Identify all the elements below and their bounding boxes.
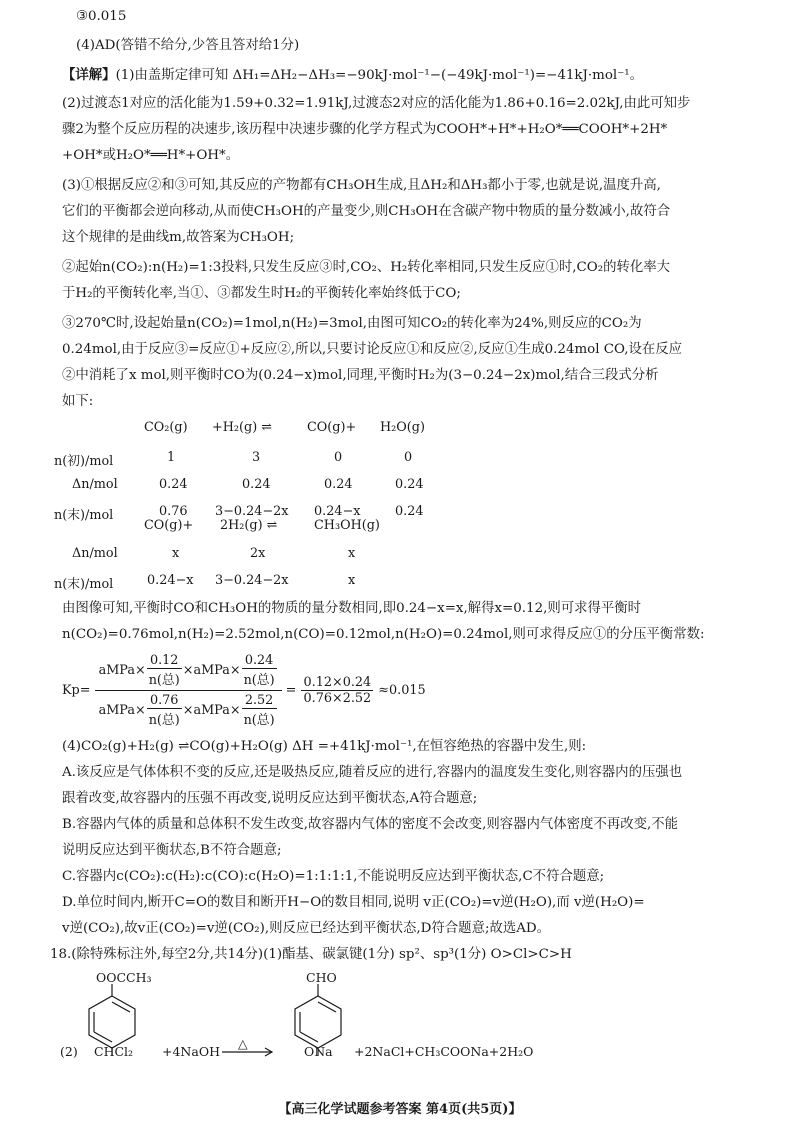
table-cell: 3 <box>252 450 261 465</box>
table-header-cell: CH₃OH(g) <box>314 518 380 533</box>
kp-sub-fraction <box>147 693 182 728</box>
table-cell: 0.24−x <box>147 573 194 588</box>
detail-line: 这个规律的是曲线m,故答案为CH₃OH; <box>62 230 295 245</box>
kp-denominator <box>95 691 282 730</box>
detail-line: 由图像可知,平衡时CO和CH₃OH的物质的量分数相同,即0.24−x=x,解得x=0.12,则可求得平衡时 <box>62 601 642 616</box>
detail-line: 说明反应达到平衡状态,B不符合题意; <box>62 843 282 858</box>
table-row-label: Δn/mol <box>72 546 118 561</box>
table-cell: 0.24 <box>324 477 353 492</box>
answer-line: ③0.015 <box>76 9 127 24</box>
kp-sub-num: 0.24 <box>242 653 277 669</box>
detail-line: ②起始n(CO₂):n(H₂)=1:3投料,只发生反应③时,CO₂、H₂转化率相同,只发生反应①时,CO₂的转化率大 <box>62 260 671 275</box>
table-header-cell: +H₂(g) ⇌ <box>212 420 272 435</box>
kp-sub-num: 2.52 <box>242 693 277 709</box>
kp-sub-num: 0.12 <box>147 653 182 669</box>
table-cell: x <box>172 546 180 561</box>
detail-line: C.容器内c(CO₂):c(H₂):c(CO):c(H₂O)=1:1:1:1,不能说明反应达到平衡状态,C不符合题意; <box>62 869 605 884</box>
kp-sub-den: n(总) <box>148 673 180 688</box>
kp-sub-num: 0.76 <box>147 693 182 709</box>
detail-tag: 【详解】 <box>62 67 116 83</box>
detail-line: (2)过渡态1对应的活化能为1.59+0.32=1.91kJ,过渡态2对应的活化能为1.86+0.16=2.02kJ,由此可知步 <box>62 96 691 111</box>
detail-line: ③270℃时,设起始量n(CO₂)=1mol,n(H₂)=3mol,由图可知CO₂的转化率为24%,则反应的CO₂为 <box>62 316 642 331</box>
table-cell: 0.24−x <box>314 504 361 519</box>
product-bottom-group: ONa <box>304 1044 333 1059</box>
table-row-label: n(初)/mol <box>54 454 114 469</box>
table-cell: 3−0.24−2x <box>215 504 289 519</box>
product-top-group: CHO <box>306 970 337 985</box>
detail-line: (4)CO₂(g)+H₂(g) ⇌CO(g)+H₂O(g) ΔH =+41kJ·mol⁻¹,在恒容绝热的容器中发生,则: <box>62 739 587 754</box>
table-cell: 2x <box>250 546 266 561</box>
table-cell: 0.24 <box>159 477 188 492</box>
kp-text: aMPa× <box>98 703 146 718</box>
table-cell: 0 <box>334 450 343 465</box>
kp-big-fraction <box>95 651 282 730</box>
detail-line: 骤2为整个反应历程的决速步,该历程中决速步骤的化学方程式为COOH*+H*+H₂O*══COOH*+2H* <box>62 122 668 137</box>
detail-line: B.容器内气体的质量和总体积不发生改变,故容器内气体的密度不会改变,则容器内气体密度不再改变,不能 <box>62 817 679 832</box>
kp-sub-den: n(总) <box>148 713 180 728</box>
detail-line: n(CO₂)=0.76mol,n(H₂)=2.52mol,n(CO)=0.12mol,n(H₂O)=0.24mol,则可求得反应①的分压平衡常数: <box>62 627 705 642</box>
table-row-label: n(末)/mol <box>54 577 114 592</box>
kp-equals: = <box>285 683 297 698</box>
subquestion-label: (2) <box>60 1044 78 1059</box>
detail-line: ②中消耗了x mol,则平衡时CO为(0.24−x)mol,同理,平衡时H₂为(3−0.24−2x)mol,结合三段式分析 <box>62 368 659 383</box>
heat-condition: △ <box>238 1036 248 1051</box>
detail-line: +OH*或H₂O*══H*+OH*。 <box>62 148 240 163</box>
kp-lhs: Kp= <box>62 683 91 698</box>
kp-sub-fraction <box>147 653 182 688</box>
kp-sub-fraction <box>242 693 277 728</box>
table-cell: 3−0.24−2x <box>215 573 289 588</box>
answer-line: (4)AD(答错不给分,少答且答对给1分) <box>76 38 300 53</box>
table-header-cell: H₂O(g) <box>380 420 425 435</box>
table-row-label: n(末)/mol <box>54 508 114 523</box>
table-header-cell: 2H₂(g) ⇌ <box>220 518 278 533</box>
table-header-cell: CO(g)+ <box>144 518 194 533</box>
table-cell: 0 <box>404 450 413 465</box>
products-tail: +2NaCl+CH₃COONa+2H₂O <box>354 1044 534 1059</box>
table-cell: 0.24 <box>395 504 424 519</box>
detail-line: A.该反应是气体体积不变的反应,还是吸热反应,随着反应的进行,容器内的温度发生变化,则容器内的压强也 <box>62 765 683 780</box>
detail-line: 它们的平衡都会逆向移动,从而使CH₃OH的产量变少,则CH₃OH在含碳产物中物质的量分数减小,故符合 <box>62 204 671 219</box>
detail-line <box>62 66 643 85</box>
kp-text: ×aMPa× <box>182 663 241 678</box>
table-cell: x <box>348 573 356 588</box>
page-footer: 【高三化学试题参考答案 第4页(共5页)】 <box>278 1102 522 1117</box>
table-cell: 1 <box>167 450 176 465</box>
kp-numerator <box>95 651 282 691</box>
detail-text: (1)由盖斯定律可知 ΔH₁=ΔH₂−ΔH₃=−90kJ·mol⁻¹−(−49kJ·mol⁻¹)=−41kJ·mol⁻¹。 <box>115 68 644 83</box>
kp-sub-fraction <box>242 653 277 688</box>
table-header-cell: CO(g)+ <box>307 420 357 435</box>
kp-simplified-num: 0.12×0.24 <box>303 675 372 690</box>
ice-table-1 <box>54 420 762 523</box>
table-cell: 0.24 <box>395 477 424 492</box>
kp-result: ≈0.015 <box>378 683 426 698</box>
detail-line: 跟着改变,故容器内的压强不再改变,说明反应达到平衡状态,A符合题意; <box>62 791 478 806</box>
kp-sub-den: n(总) <box>243 673 275 688</box>
detail-line: (3)①根据反应②和③可知,其反应的产物都有CH₃OH生成,且ΔH₂和ΔH₃都小于零,也就是说,温度升高, <box>62 178 661 193</box>
detail-line: v逆(CO₂),故v正(CO₂)=v逆(CO₂),则反应已经达到平衡状态,D符合题意;故选AD。 <box>62 921 551 936</box>
question-18-line: 18.(除特殊标注外,每空2分,共14分)(1)酯基、碳氯键(1分) sp²、sp³(1分) O>Cl>C>H <box>50 947 572 962</box>
table-cell: x <box>348 546 356 561</box>
kp-text: aMPa× <box>98 663 146 678</box>
table-cell: 0.24 <box>242 477 271 492</box>
detail-line: 于H₂的平衡转化率,当①、③都发生时H₂的平衡转化率始终低于CO; <box>62 286 461 301</box>
detail-line: 0.24mol,由于反应③=反应①+反应②,所以,只要讨论反应①和反应②,反应①生成0.24mol CO,设在反应 <box>62 342 683 357</box>
kp-formula <box>62 651 426 730</box>
ice-table-2 <box>54 518 762 592</box>
kp-sub-den: n(总) <box>243 713 275 728</box>
naoh-term: +4NaOH <box>162 1044 220 1059</box>
table-cell: 0.76 <box>159 504 188 519</box>
reactant-top-group: OOCCH₃ <box>96 970 152 985</box>
table-header-cell: CO₂(g) <box>144 420 188 435</box>
detail-line: D.单位时间内,断开C=O的数目和断开H−O的数目相同,说明 v正(CO₂)=v逆(H₂O),而 v逆(H₂O)= <box>62 895 645 910</box>
reactant-bottom-group: CHCl₂ <box>94 1044 134 1059</box>
kp-simplified-fraction <box>301 675 373 706</box>
kp-text: ×aMPa× <box>182 703 241 718</box>
table-row-label: Δn/mol <box>72 477 118 492</box>
detail-line: 如下: <box>62 394 94 409</box>
kp-simplified-den: 0.76×2.52 <box>303 691 372 706</box>
